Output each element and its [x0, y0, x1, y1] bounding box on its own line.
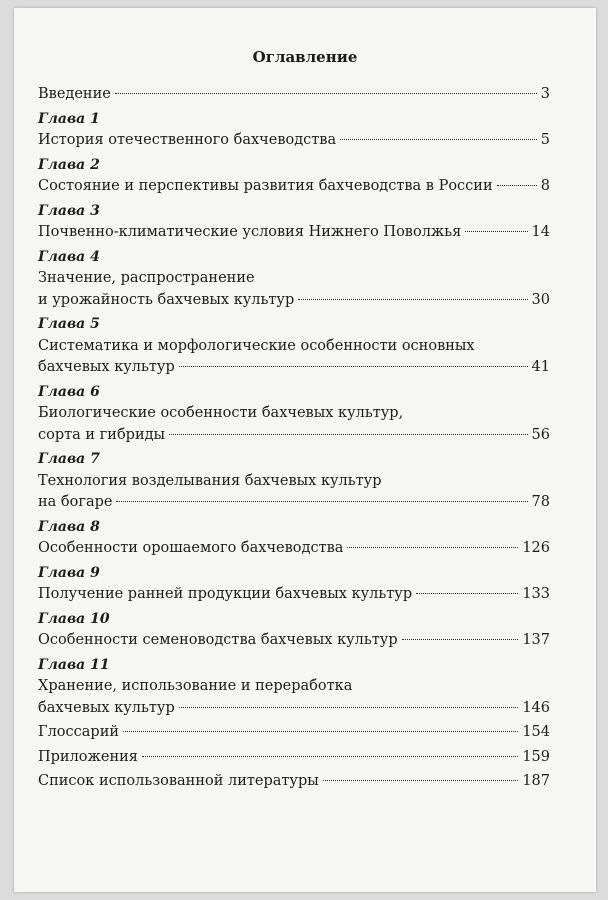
toc-entry [38, 771, 550, 793]
toc-entry [38, 201, 550, 244]
chapter-label: Глава 1 [38, 110, 100, 127]
chapter-label: Глава 2 [38, 156, 100, 173]
chapter-label: Глава 4 [38, 248, 100, 265]
dot-leader [298, 299, 527, 300]
entry-title: Особенности орошаемого бахчеводства [38, 540, 344, 556]
toc-entry [38, 155, 550, 198]
entry-title: Список использованной литературы [38, 773, 319, 789]
page-title: Оглавление [252, 48, 358, 66]
book-page [14, 8, 596, 892]
entry-title: Почвенно-климатические условия Нижнего Поволжья [38, 224, 462, 240]
page-number: 126 [522, 540, 550, 556]
page-number: 137 [522, 632, 550, 648]
toc-entry [38, 563, 550, 606]
dot-leader [115, 93, 537, 94]
dot-leader [465, 231, 527, 232]
page-number: 30 [531, 291, 550, 308]
toc-entry [38, 655, 550, 720]
toc-entry [38, 449, 550, 514]
dot-leader [402, 639, 519, 640]
dot-leader [497, 185, 537, 186]
chapter-label: Глава 9 [38, 564, 100, 581]
page-number: 56 [531, 426, 550, 443]
chapter-label: Глава 11 [38, 656, 110, 673]
toc-entry [38, 747, 550, 769]
entry-title: История отечественного бахчеводства [38, 132, 337, 148]
entry-title: Глоссарий [38, 724, 120, 740]
toc-entry [38, 517, 550, 560]
dot-leader [169, 434, 527, 435]
entry-title: Особенности семеноводства бахчевых культур [38, 632, 398, 648]
toc-entry [38, 84, 550, 106]
entry-title: Получение ранней продукции бахчевых культур [38, 586, 413, 602]
toc-entry [38, 247, 550, 312]
page-number: 8 [540, 178, 550, 194]
toc-entry [38, 609, 550, 652]
chapter-label: Глава 8 [38, 518, 100, 535]
entry-title: бахчевых культур [38, 359, 175, 375]
entry-title: Введение [38, 86, 111, 102]
page-number: 5 [540, 132, 550, 148]
entry-title: Систематика и морфологические особенности основных [38, 337, 475, 354]
entry-title: и урожайность бахчевых культур [38, 291, 295, 308]
entry-title: Хранение, использование и переработка [38, 678, 353, 694]
chapter-label: Глава 7 [38, 451, 100, 467]
chapter-label: Глава 3 [38, 202, 100, 219]
dot-leader [116, 501, 527, 502]
entry-title: Биологические особенности бахчевых культур, [38, 405, 404, 421]
page-number: 41 [531, 359, 550, 375]
toc-entry [38, 314, 550, 379]
chapter-label: Глава 10 [38, 610, 110, 627]
toc-entry [38, 382, 550, 447]
toc-entry [38, 722, 550, 744]
dot-leader [179, 366, 528, 367]
dot-leader [123, 731, 518, 732]
dot-leader [347, 547, 518, 548]
entry-title: бахчевых культур [38, 699, 175, 716]
entry-title: на богаре [38, 494, 113, 510]
dot-leader [142, 756, 518, 757]
page-number: 187 [522, 773, 550, 789]
page-number: 154 [522, 724, 550, 740]
table-of-contents [38, 84, 550, 796]
page-number: 133 [522, 586, 550, 602]
dot-leader [323, 780, 519, 781]
entry-title: Значение, распространение [38, 270, 255, 286]
entry-title: Состояние и перспективы развития бахчеводства в России [38, 178, 493, 194]
page-number: 14 [531, 224, 550, 240]
entry-title: сорта и гибриды [38, 426, 166, 443]
entry-title: Технология возделывания бахчевых культур [38, 472, 382, 489]
toc-entry [38, 109, 550, 152]
chapter-label: Глава 5 [38, 316, 100, 332]
dot-leader [340, 139, 537, 140]
entry-title: Приложения [38, 748, 138, 765]
page-number: 159 [522, 748, 550, 765]
page-number: 78 [531, 494, 550, 510]
page-number: 146 [522, 699, 550, 716]
chapter-label: Глава 6 [38, 383, 100, 400]
dot-leader [179, 707, 519, 708]
dot-leader [416, 593, 518, 594]
page-number: 3 [540, 86, 550, 102]
